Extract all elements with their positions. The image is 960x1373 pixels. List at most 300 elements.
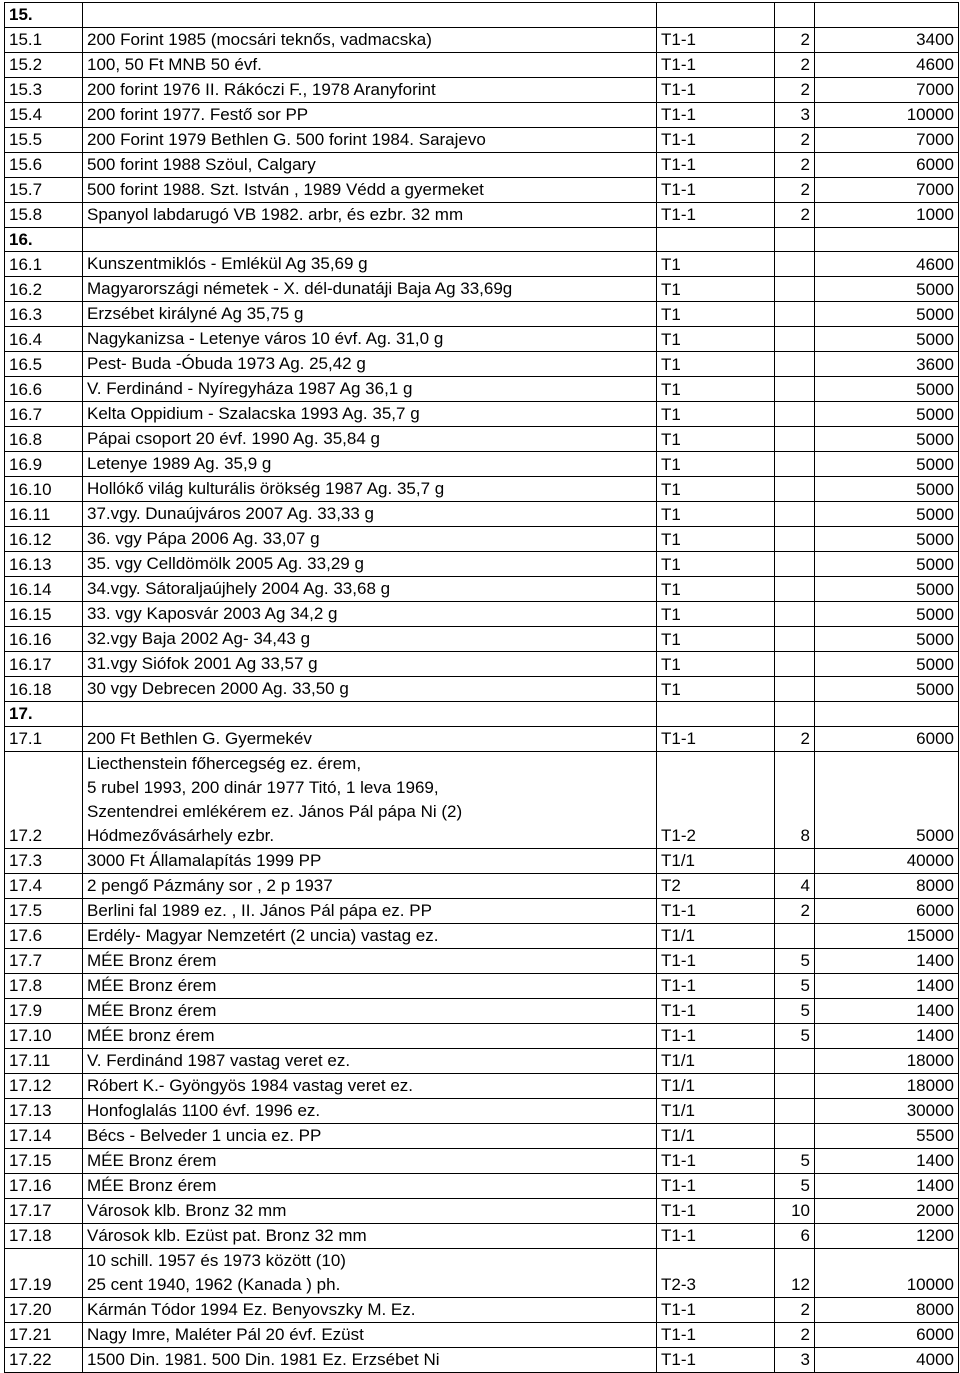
description-cell xyxy=(83,1248,657,1297)
description-line: Városok klb. Bronz 32 mm xyxy=(87,1200,287,1220)
grade-cell: T1-1 xyxy=(657,1347,775,1372)
price-cell: 8000 xyxy=(815,873,959,898)
quantity-cell xyxy=(775,552,815,577)
description-line: Hollókő világ kulturális örökség 1987 Ag. 35,7 g xyxy=(87,479,445,498)
grade-cell: T1-1 xyxy=(657,898,775,923)
description-cell xyxy=(83,973,657,998)
item-number-cell: 15.3 xyxy=(5,77,83,102)
quantity-cell xyxy=(775,602,815,627)
grade-cell: T1 xyxy=(657,677,775,702)
table-row xyxy=(5,477,959,502)
grade-cell: T1-1 xyxy=(657,1023,775,1048)
table-row xyxy=(5,352,959,377)
description-line: Honfoglalás 1100 évf. 1996 ez. xyxy=(87,1100,321,1120)
description-cell xyxy=(83,252,657,277)
quantity-cell xyxy=(775,848,815,873)
description-cell xyxy=(83,751,657,848)
grade-cell: T1-1 xyxy=(657,1148,775,1173)
price-cell: 18000 xyxy=(815,1048,959,1073)
description-line: MÉE Bronz érem xyxy=(87,975,217,995)
table-row xyxy=(5,1173,959,1198)
description-cell xyxy=(83,3,657,28)
table-row xyxy=(5,1223,959,1248)
grade-cell: T1 xyxy=(657,627,775,652)
price-cell: 7000 xyxy=(815,127,959,152)
description-cell xyxy=(83,1297,657,1322)
description-line: MÉE Bronz érem xyxy=(87,1175,217,1195)
price-cell: 1400 xyxy=(815,1148,959,1173)
quantity-cell: 2 xyxy=(775,1297,815,1322)
quantity-cell: 2 xyxy=(775,52,815,77)
description-line: Magyarországi németek - X. dél-dunatáji Baja Ag 33,69g xyxy=(87,279,513,298)
description-line: Erzsébet királyné Ag 35,75 g xyxy=(87,304,304,323)
item-number-cell: 17.21 xyxy=(5,1322,83,1347)
quantity-cell: 12 xyxy=(775,1248,815,1297)
grade-cell: T1-1 xyxy=(657,102,775,127)
quantity-cell xyxy=(775,1073,815,1098)
price-cell: 5000 xyxy=(815,402,959,427)
quantity-cell xyxy=(775,402,815,427)
item-number-cell: 16.5 xyxy=(5,352,83,377)
price-cell: 5000 xyxy=(815,627,959,652)
item-number-cell: 17.16 xyxy=(5,1173,83,1198)
description-cell xyxy=(83,1148,657,1173)
description-line: 30 vgy Debrecen 2000 Ag. 33,50 g xyxy=(87,679,349,698)
quantity-cell xyxy=(775,252,815,277)
quantity-cell xyxy=(775,577,815,602)
grade-cell xyxy=(657,702,775,727)
description-line: 33. vgy Kaposvár 2003 Ag 34,2 g xyxy=(87,604,338,623)
description-line: Nagykanizsa - Letenye város 10 évf. Ag. 31,0 g xyxy=(87,329,444,348)
grade-cell: T1-1 xyxy=(657,1322,775,1347)
quantity-cell: 5 xyxy=(775,998,815,1023)
description-cell xyxy=(83,873,657,898)
description-line: MÉE Bronz érem xyxy=(87,950,217,970)
price-cell: 5000 xyxy=(815,427,959,452)
grade-cell: T1 xyxy=(657,577,775,602)
quantity-cell xyxy=(775,477,815,502)
table-row xyxy=(5,677,959,702)
item-number-cell: 16.2 xyxy=(5,277,83,302)
description-cell xyxy=(83,1098,657,1123)
description-cell xyxy=(83,998,657,1023)
description-line: 32.vgy Baja 2002 Ag- 34,43 g xyxy=(87,629,311,648)
table-row xyxy=(5,177,959,202)
grade-cell xyxy=(657,3,775,28)
quantity-cell xyxy=(775,277,815,302)
table-row xyxy=(5,627,959,652)
item-number-cell: 17.18 xyxy=(5,1223,83,1248)
price-cell: 5000 xyxy=(815,377,959,402)
table-row xyxy=(5,202,959,227)
table-row xyxy=(5,27,959,52)
price-cell: 1400 xyxy=(815,1023,959,1048)
description-line: V. Ferdinánd 1987 vastag veret ez. xyxy=(87,1050,351,1070)
description-cell xyxy=(83,1322,657,1347)
item-number-cell: 17.11 xyxy=(5,1048,83,1073)
quantity-cell xyxy=(775,227,815,252)
item-number-cell: 16.8 xyxy=(5,427,83,452)
grade-cell: T1 xyxy=(657,527,775,552)
description-cell xyxy=(83,127,657,152)
item-number-cell: 16.18 xyxy=(5,677,83,702)
grade-cell: T1 xyxy=(657,477,775,502)
grade-cell: T1-1 xyxy=(657,52,775,77)
item-number-cell: 17.9 xyxy=(5,998,83,1023)
description-line: MÉE bronz érem xyxy=(87,1025,215,1045)
quantity-cell: 2 xyxy=(775,27,815,52)
description-line: MÉE Bronz érem xyxy=(87,1000,217,1020)
price-cell: 40000 xyxy=(815,848,959,873)
quantity-cell xyxy=(775,1123,815,1148)
grade-cell: T1 xyxy=(657,402,775,427)
quantity-cell: 5 xyxy=(775,948,815,973)
item-number-cell: 17.6 xyxy=(5,923,83,948)
grade-cell: T1 xyxy=(657,277,775,302)
quantity-cell xyxy=(775,527,815,552)
item-number-cell: 15. xyxy=(5,3,83,28)
price-list-body xyxy=(5,3,959,1373)
quantity-cell xyxy=(775,377,815,402)
item-number-cell: 16.10 xyxy=(5,477,83,502)
price-cell: 5000 xyxy=(815,477,959,502)
price-cell: 6000 xyxy=(815,1322,959,1347)
item-number-cell: 15.6 xyxy=(5,152,83,177)
description-cell xyxy=(83,377,657,402)
description-cell xyxy=(83,1123,657,1148)
price-cell: 10000 xyxy=(815,1248,959,1297)
quantity-cell: 3 xyxy=(775,1347,815,1372)
price-cell: 5000 xyxy=(815,277,959,302)
item-number-cell: 17.19 xyxy=(5,1248,83,1297)
price-cell xyxy=(815,3,959,28)
grade-cell xyxy=(657,227,775,252)
quantity-cell: 5 xyxy=(775,1173,815,1198)
grade-cell: T1/1 xyxy=(657,1123,775,1148)
table-row xyxy=(5,873,959,898)
description-cell xyxy=(83,627,657,652)
quantity-cell: 2 xyxy=(775,898,815,923)
grade-cell: T1-1 xyxy=(657,1297,775,1322)
description-line: 35. vgy Celldömölk 2005 Ag. 33,29 g xyxy=(87,554,364,573)
grade-cell: T1/1 xyxy=(657,923,775,948)
grade-cell: T1/1 xyxy=(657,1073,775,1098)
item-number-cell: 16.12 xyxy=(5,527,83,552)
description-line: Liecthenstein főhercegség ez. érem, xyxy=(87,753,362,773)
price-cell: 1400 xyxy=(815,998,959,1023)
description-cell xyxy=(83,848,657,873)
quantity-cell xyxy=(775,923,815,948)
item-number-cell: 15.5 xyxy=(5,127,83,152)
description-cell xyxy=(83,1073,657,1098)
table-row xyxy=(5,377,959,402)
item-number-cell: 16.13 xyxy=(5,552,83,577)
price-cell: 5500 xyxy=(815,1123,959,1148)
item-number-cell: 17.13 xyxy=(5,1098,83,1123)
price-cell: 5000 xyxy=(815,652,959,677)
description-cell xyxy=(83,277,657,302)
price-cell: 5000 xyxy=(815,502,959,527)
price-cell: 5000 xyxy=(815,751,959,848)
description-cell xyxy=(83,352,657,377)
section-row xyxy=(5,702,959,727)
price-cell: 7000 xyxy=(815,177,959,202)
table-row xyxy=(5,252,959,277)
item-number-cell: 15.4 xyxy=(5,102,83,127)
grade-cell: T1-1 xyxy=(657,202,775,227)
description-line: 200 Forint 1985 (mocsári teknős, vadmacska) xyxy=(87,29,432,49)
description-cell xyxy=(83,77,657,102)
item-number-cell: 16.11 xyxy=(5,502,83,527)
table-row xyxy=(5,652,959,677)
quantity-cell: 2 xyxy=(775,726,815,751)
quantity-cell: 2 xyxy=(775,127,815,152)
grade-cell: T1-1 xyxy=(657,27,775,52)
item-number-cell: 16.16 xyxy=(5,627,83,652)
quantity-cell: 8 xyxy=(775,751,815,848)
grade-cell: T1 xyxy=(657,602,775,627)
description-cell xyxy=(83,452,657,477)
description-cell xyxy=(83,652,657,677)
table-row xyxy=(5,898,959,923)
price-cell xyxy=(815,227,959,252)
description-line: Bécs - Belveder 1 uncia ez. PP xyxy=(87,1125,322,1145)
item-number-cell: 17.4 xyxy=(5,873,83,898)
table-row xyxy=(5,277,959,302)
item-number-cell: 17.7 xyxy=(5,948,83,973)
price-cell: 4600 xyxy=(815,252,959,277)
description-cell xyxy=(83,202,657,227)
item-number-cell: 15.7 xyxy=(5,177,83,202)
table-row xyxy=(5,527,959,552)
quantity-cell: 4 xyxy=(775,873,815,898)
table-row xyxy=(5,1073,959,1098)
description-line: MÉE Bronz érem xyxy=(87,1150,217,1170)
grade-cell: T1-1 xyxy=(657,998,775,1023)
description-line: Városok klb. Ezüst pat. Bronz 32 mm xyxy=(87,1225,367,1245)
item-number-cell: 17.20 xyxy=(5,1297,83,1322)
quantity-cell xyxy=(775,677,815,702)
table-row xyxy=(5,52,959,77)
table-row xyxy=(5,77,959,102)
price-cell: 6000 xyxy=(815,898,959,923)
description-line: 200 forint 1977. Festő sor PP xyxy=(87,104,309,124)
price-list-table xyxy=(4,2,959,1373)
table-row xyxy=(5,1098,959,1123)
price-cell: 8000 xyxy=(815,1297,959,1322)
grade-cell: T1 xyxy=(657,327,775,352)
description-cell xyxy=(83,702,657,727)
quantity-cell xyxy=(775,652,815,677)
quantity-cell: 2 xyxy=(775,152,815,177)
item-number-cell: 17.3 xyxy=(5,848,83,873)
item-number-cell: 17. xyxy=(5,702,83,727)
description-cell xyxy=(83,1347,657,1372)
description-line: 3000 Ft Államalapítás 1999 PP xyxy=(87,850,322,870)
description-cell xyxy=(83,327,657,352)
table-row xyxy=(5,577,959,602)
table-row xyxy=(5,973,959,998)
price-cell: 6000 xyxy=(815,152,959,177)
item-number-cell: 15.8 xyxy=(5,202,83,227)
grade-cell: T1-1 xyxy=(657,177,775,202)
table-row xyxy=(5,127,959,152)
description-cell xyxy=(83,52,657,77)
quantity-cell: 10 xyxy=(775,1198,815,1223)
price-cell: 5000 xyxy=(815,302,959,327)
section-row xyxy=(5,3,959,28)
description-line: 200 Forint 1979 Bethlen G. 500 forint 1984. Sarajevo xyxy=(87,129,486,149)
price-cell: 3600 xyxy=(815,352,959,377)
grade-cell: T1-1 xyxy=(657,948,775,973)
price-cell: 3400 xyxy=(815,27,959,52)
price-cell: 5000 xyxy=(815,677,959,702)
quantity-cell: 2 xyxy=(775,1322,815,1347)
grade-cell: T1-1 xyxy=(657,973,775,998)
description-cell xyxy=(83,726,657,751)
grade-cell: T1 xyxy=(657,377,775,402)
grade-cell: T1/1 xyxy=(657,848,775,873)
item-number-cell: 17.8 xyxy=(5,973,83,998)
price-cell: 6000 xyxy=(815,726,959,751)
quantity-cell xyxy=(775,302,815,327)
item-number-cell: 16.1 xyxy=(5,252,83,277)
description-line: 500 forint 1988 Szöul, Calgary xyxy=(87,154,316,174)
description-line: 31.vgy Siófok 2001 Ag 33,57 g xyxy=(87,654,318,673)
grade-cell: T1 xyxy=(657,652,775,677)
grade-cell: T2-3 xyxy=(657,1248,775,1297)
grade-cell: T1-1 xyxy=(657,152,775,177)
table-row xyxy=(5,848,959,873)
description-line: 34.vgy. Sátoraljaújhely 2004 Ag. 33,68 g xyxy=(87,579,391,598)
price-cell: 5000 xyxy=(815,527,959,552)
quantity-cell xyxy=(775,502,815,527)
grade-cell: T1-1 xyxy=(657,127,775,152)
description-cell xyxy=(83,1023,657,1048)
item-number-cell: 15.2 xyxy=(5,52,83,77)
description-cell xyxy=(83,177,657,202)
description-cell xyxy=(83,923,657,948)
item-number-cell: 16.9 xyxy=(5,452,83,477)
item-number-cell: 16.14 xyxy=(5,577,83,602)
table-row xyxy=(5,502,959,527)
description-cell xyxy=(83,477,657,502)
grade-cell: T1 xyxy=(657,452,775,477)
quantity-cell: 5 xyxy=(775,1023,815,1048)
grade-cell: T1 xyxy=(657,252,775,277)
table-row xyxy=(5,1198,959,1223)
quantity-cell xyxy=(775,352,815,377)
description-line: Pápai csoport 20 évf. 1990 Ag. 35,84 g xyxy=(87,429,380,448)
price-cell xyxy=(815,702,959,727)
table-row xyxy=(5,452,959,477)
table-row xyxy=(5,998,959,1023)
table-row xyxy=(5,1023,959,1048)
table-row xyxy=(5,402,959,427)
item-number-cell: 17.15 xyxy=(5,1148,83,1173)
description-line: Berlini fal 1989 ez. , II. János Pál pápa ez. PP xyxy=(87,900,432,920)
description-line: Róbert K.- Gyöngyös 1984 vastag veret ez. xyxy=(87,1075,414,1095)
description-cell xyxy=(83,427,657,452)
item-number-cell: 16.3 xyxy=(5,302,83,327)
price-cell: 4600 xyxy=(815,52,959,77)
table-row xyxy=(5,1347,959,1372)
table-row xyxy=(5,1123,959,1148)
grade-cell: T1 xyxy=(657,352,775,377)
item-number-cell: 17.14 xyxy=(5,1123,83,1148)
description-cell xyxy=(83,1198,657,1223)
quantity-cell xyxy=(775,627,815,652)
grade-cell: T1 xyxy=(657,502,775,527)
description-line: 37.vgy. Dunaújváros 2007 Ag. 33,33 g xyxy=(87,504,374,523)
grade-cell: T1 xyxy=(657,427,775,452)
price-cell: 5000 xyxy=(815,552,959,577)
description-cell xyxy=(83,1173,657,1198)
description-cell xyxy=(83,1223,657,1248)
price-cell: 1200 xyxy=(815,1223,959,1248)
quantity-cell xyxy=(775,1098,815,1123)
description-cell xyxy=(83,677,657,702)
quantity-cell: 2 xyxy=(775,77,815,102)
item-number-cell: 16.7 xyxy=(5,402,83,427)
table-row xyxy=(5,1048,959,1073)
grade-cell: T1-1 xyxy=(657,1173,775,1198)
description-line: Spanyol labdarugó VB 1982. arbr, és ezbr. 32 mm xyxy=(87,204,464,224)
quantity-cell xyxy=(775,327,815,352)
price-cell: 1400 xyxy=(815,1173,959,1198)
table-row xyxy=(5,1322,959,1347)
description-line: Nagy Imre, Maléter Pál 20 évf. Ezüst xyxy=(87,1324,364,1344)
table-row xyxy=(5,1248,959,1297)
price-cell: 18000 xyxy=(815,1073,959,1098)
grade-cell: T1-1 xyxy=(657,726,775,751)
description-cell xyxy=(83,602,657,627)
description-line: Kunszentmiklós - Emlékül Ag 35,69 g xyxy=(87,254,368,273)
description-cell xyxy=(83,102,657,127)
item-number-cell: 16.17 xyxy=(5,652,83,677)
description-line: Hódmezővásárhely ezbr. xyxy=(87,825,275,845)
table-row xyxy=(5,327,959,352)
grade-cell: T1/1 xyxy=(657,1048,775,1073)
grade-cell: T1-1 xyxy=(657,1198,775,1223)
description-line: Letenye 1989 Ag. 35,9 g xyxy=(87,454,272,473)
price-cell: 4000 xyxy=(815,1347,959,1372)
quantity-cell xyxy=(775,1048,815,1073)
price-cell: 5000 xyxy=(815,327,959,352)
description-line: Kelta Oppidium - Szalacska 1993 Ag. 35,7 g xyxy=(87,404,420,423)
description-line: 100, 50 Ft MNB 50 évf. xyxy=(87,54,262,74)
description-line: Szentendrei emlékérem ez. János Pál pápa Ni (2) xyxy=(87,801,463,821)
item-number-cell: 16.15 xyxy=(5,602,83,627)
price-cell: 5000 xyxy=(815,452,959,477)
quantity-cell xyxy=(775,702,815,727)
description-line: Pest- Buda -Óbuda 1973 Ag. 25,42 g xyxy=(87,354,366,373)
item-number-cell: 16. xyxy=(5,227,83,252)
description-cell xyxy=(83,1048,657,1073)
quantity-cell: 2 xyxy=(775,202,815,227)
item-number-cell: 17.2 xyxy=(5,751,83,848)
description-line: Kármán Tódor 1994 Ez. Benyovszky M. Ez. xyxy=(87,1299,416,1319)
description-cell xyxy=(83,502,657,527)
grade-cell: T2 xyxy=(657,873,775,898)
item-number-cell: 17.22 xyxy=(5,1347,83,1372)
quantity-cell: 2 xyxy=(775,177,815,202)
grade-cell: T1/1 xyxy=(657,1098,775,1123)
price-cell: 15000 xyxy=(815,923,959,948)
description-line: 25 cent 1940, 1962 (Kanada ) ph. xyxy=(87,1274,341,1294)
description-cell xyxy=(83,27,657,52)
item-number-cell: 17.17 xyxy=(5,1198,83,1223)
